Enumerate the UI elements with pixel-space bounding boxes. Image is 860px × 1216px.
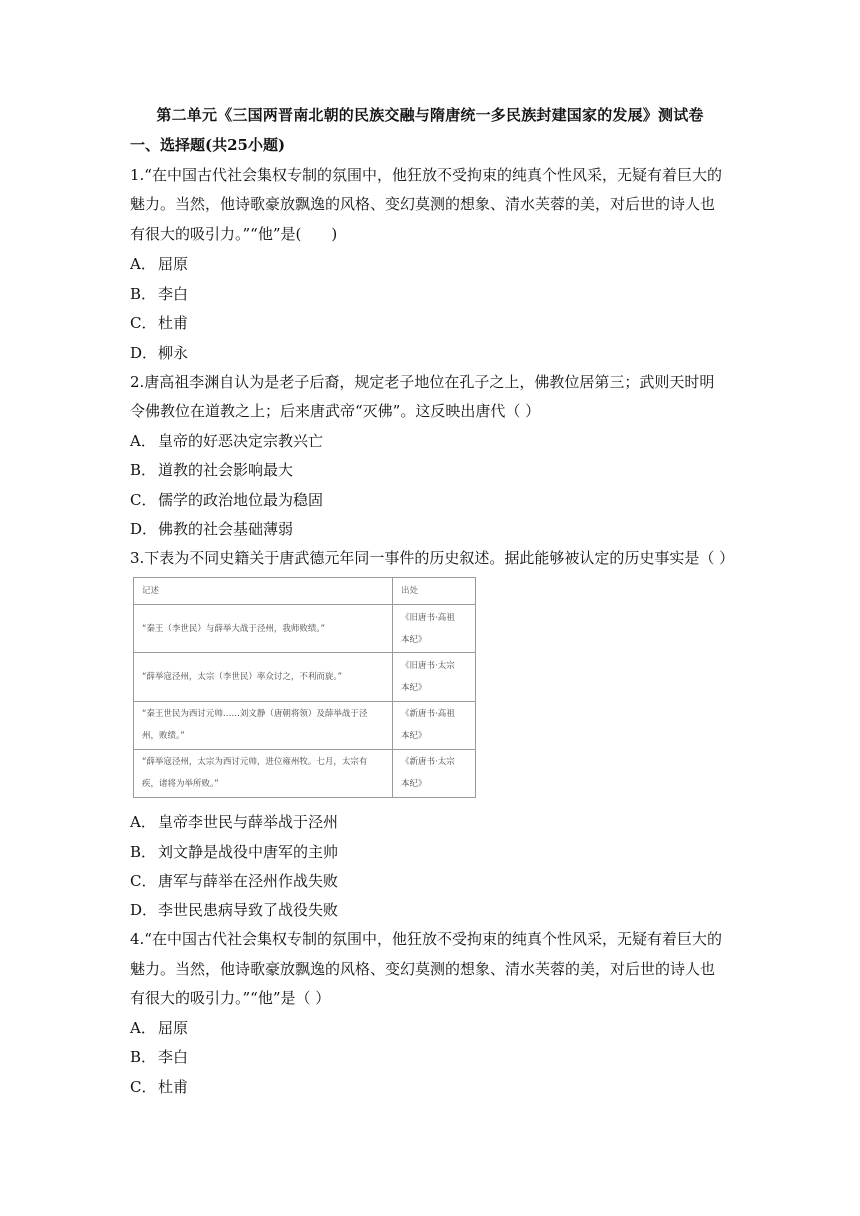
table-cell-source	[393, 701, 476, 749]
cell-line: 疾，诸将为举所败。”	[142, 779, 219, 790]
option-text: 道教的社会影响最大	[158, 461, 294, 479]
option-letter: B．	[130, 461, 157, 479]
table-header-cell: 出处	[393, 578, 476, 605]
option-letter: C．	[130, 314, 157, 332]
table-row	[134, 605, 476, 653]
cell-line: 本纪》	[401, 779, 427, 790]
q1-line-3: 有很大的吸引力。”“他”是( )	[130, 225, 338, 243]
option-letter: A．	[130, 813, 156, 831]
option-letter: D．	[130, 901, 158, 919]
option-letter: C．	[130, 1078, 157, 1096]
cell-line: 本纪》	[401, 731, 427, 742]
q2-option-d	[130, 518, 293, 539]
cell-line: “薛举寇泾州，太宗（李世民）率众讨之，不利而旋。”	[142, 671, 343, 682]
section-heading: 一、选择题(共25小题)	[130, 136, 286, 154]
q3-option-b	[130, 841, 338, 862]
q2-option-c	[130, 489, 323, 510]
q1-option-a	[130, 253, 188, 274]
table-header-cell: 记述	[134, 578, 393, 605]
option-text: 儒学的政治地位最为稳固	[158, 491, 324, 509]
option-text: 李白	[158, 1048, 189, 1066]
cell-line: 《新唐书·高祖	[401, 709, 455, 720]
table-cell-text	[134, 653, 393, 701]
q1-option-d	[130, 342, 188, 363]
q1-option-b	[130, 283, 188, 304]
table-cell-text	[134, 605, 393, 653]
option-letter: C．	[130, 872, 157, 890]
option-text: 杜甫	[158, 1078, 189, 1096]
option-letter: D．	[130, 520, 158, 538]
q2-line-2: 令佛教位在道教之上；后来唐武帝“灭佛”。这反映出唐代（ ）	[130, 402, 541, 420]
option-text: 李白	[158, 285, 189, 303]
q3-option-c	[130, 870, 338, 891]
option-text: 唐军与薛举在泾州作战失败	[158, 872, 339, 890]
q1-line-2: 魅力。当然，他诗歌豪放飘逸的风格、变幻莫测的想象、清水芙蓉的美，对后世的诗人也	[130, 195, 716, 213]
q1-option-c	[130, 312, 188, 333]
table-cell-source	[393, 605, 476, 653]
cell-line: 本纪》	[401, 682, 427, 693]
q2-option-a	[130, 430, 323, 451]
table-header-row	[134, 578, 476, 605]
option-text: 柳永	[158, 344, 189, 362]
q2-option-b	[130, 459, 293, 480]
q4-option-a	[130, 1017, 188, 1038]
option-text: 杜甫	[158, 314, 189, 332]
cell-line: 《旧唐书·高祖	[401, 612, 455, 623]
cell-line: 本纪》	[401, 634, 427, 645]
option-letter: A．	[130, 1019, 156, 1037]
page-title: 第二单元《三国两晋南北朝的民族交融与隋唐统一多民族封建国家的发展》测试卷	[156, 106, 704, 124]
q1-line-1: 1.“在中国古代社会集权专制的氛围中，他狂放不受拘束的纯真个性风采，无疑有着巨大的	[130, 166, 722, 184]
table-row	[134, 749, 476, 797]
option-text: 佛教的社会基础薄弱	[158, 520, 294, 538]
q3-line-1: 3.下表为不同史籍关于唐武德元年同一事件的历史叙述。据此能够被认定的历史事实是（ ）	[130, 549, 735, 567]
option-text: 皇帝的好恶决定宗教兴亡	[158, 432, 324, 450]
q4-line-2: 魅力。当然，他诗歌豪放飘逸的风格、变幻莫测的想象、清水芙蓉的美，对后世的诗人也	[130, 960, 716, 978]
option-text: 屈原	[158, 1019, 189, 1037]
table-cell-text	[134, 701, 393, 749]
option-text: 屈原	[158, 255, 189, 273]
table-cell-source	[393, 749, 476, 797]
option-letter: B．	[130, 843, 157, 861]
cell-line: 州，败绩。”	[142, 731, 185, 742]
table-row	[134, 701, 476, 749]
option-letter: D．	[130, 344, 158, 362]
cell-line: 《旧唐书·太宗	[401, 660, 455, 671]
cell-line: 《新唐书·太宗	[401, 757, 455, 768]
q3-option-a	[130, 811, 338, 832]
option-letter: C．	[130, 491, 157, 509]
q4-option-c	[130, 1076, 188, 1097]
table-cell-source	[393, 653, 476, 701]
option-letter: A．	[130, 255, 156, 273]
option-text: 刘文静是战役中唐军的主帅	[158, 843, 339, 861]
option-text: 李世民患病导致了战役失败	[158, 901, 339, 919]
table-row	[134, 653, 476, 701]
q4-option-b	[130, 1046, 188, 1067]
option-letter: B．	[130, 1048, 157, 1066]
q4-line-3: 有很大的吸引力。”“他”是（ ）	[130, 989, 331, 1007]
option-text: 皇帝李世民与薛举战于泾州	[158, 813, 339, 831]
table-cell-text	[134, 749, 393, 797]
q3-option-d	[130, 899, 338, 920]
history-table	[133, 577, 476, 798]
cell-line: “秦王世民为西讨元帅……刘文静（唐朝将领）及薛举战于泾	[142, 709, 368, 720]
q2-line-1: 2.唐高祖李渊自认为是老子后裔，规定老子地位在孔子之上，佛教位居第三；武则天时明	[130, 373, 715, 391]
q4-line-1: 4.“在中国古代社会集权专制的氛围中，他狂放不受拘束的纯真个性风采，无疑有着巨大的	[130, 930, 722, 948]
cell-line: “薛举寇泾州，太宗为西讨元帅，进位雍州牧。七月，太宗有	[142, 757, 368, 768]
option-letter: B．	[130, 285, 157, 303]
cell-line: “秦王（李世民）与薛举大战于泾州，我师败绩。”	[142, 623, 326, 634]
option-letter: A．	[130, 432, 156, 450]
